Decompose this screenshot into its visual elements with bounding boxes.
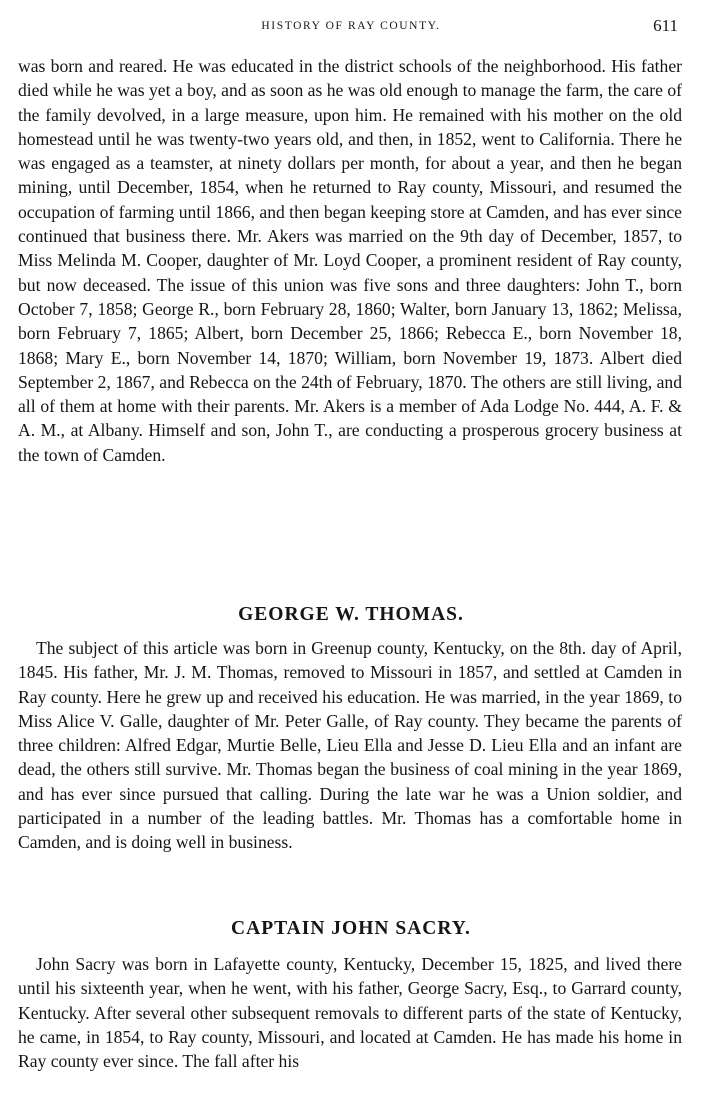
paragraph-akers-biography: was born and reared. He was educated in the district schools of the neighborhood. His father died while he was yet a boy, and as soon as he was old enough to manage the farm, the care of the family devolved, in a large measure, upon him. He remained with his mother on the old homestead until he was twenty-two years old, and then, in 1852, went to California. There he was engaged as a teamster, at ninety dollars per month, for about a year, and then he began mining, until December, 1854, when he returned to Ray county, Missouri, and resumed the occupation of farming until 1866, and then began keeping store at Camden, and has ever since continued that business there. Mr. Akers was married on the 9th day of December, 1857, to Miss Melinda M. Cooper, daughter of Mr. Loyd Cooper, a prominent resident of Ray county, but now deceased. The issue of this union was five sons and three daughters: John T., born October 7, 1858; George R., born February 28, 1860; Walter, born January 13, 1862; Melissa, born February 7, 1865; Albert, born December 25, 1866; Rebecca E., born November 18, 1868; Mary E., born November 14, 1870; William, born November 19, 1873. Albert died September 2, 1867, and Rebecca on the 24th of February, 1870. The others are still living, and all of them at home with their parents. Mr. Akers is a member of Ada Lodge No. 444, A. F. & A. M., at Albany. Himself and son, John T., are conducting a prosperous grocery business at the town of Camden.: [18, 56, 682, 465]
section-heading-george-w-thomas: GEORGE W. THOMAS.: [238, 604, 464, 625]
paragraph-sacry-biography: John Sacry was born in Lafayette county, Kentucky, December 15, 1825, and lived there until his sixteenth year, when he went, with his father, George Sacry, Esq., to Garrard county, Kentucky. After several other subsequent removals to different parts of the state of Kentucky, he came, in 1854, to Ray county, Missouri, and located at Camden. He has made his home in Ray county ever since. The fall after his: [18, 954, 682, 1072]
page-number: 611: [653, 16, 678, 35]
running-header: [20, 16, 682, 40]
running-title: HISTORY OF RAY COUNTY.: [261, 20, 441, 32]
section-heading-captain-john-sacry: CAPTAIN JOHN SACRY.: [231, 918, 471, 939]
paragraph-thomas-biography: The subject of this article was born in Greenup county, Kentucky, on the 8th. day of April, 1845. His father, Mr. J. M. Thomas, removed to Missouri in 1857, and settled at Camden in Ray county. Here he grew up and received his education. He was married, in the year 1869, to Miss Alice V. Galle, daughter of Mr. Peter Galle, of Ray county. They became the parents of three children: Alfred Edgar, Murtie Belle, Lieu Ella and Jesse D. Lieu Ella and an infant are dead, the others still survive. Mr. Thomas began the business of coal mining in the year 1869, and has ever since pursued that calling. During the late war he was a Union soldier, and participated in a number of the leading battles. Mr. Thomas has a comfortable home in Camden, and is doing well in business.: [18, 638, 682, 853]
